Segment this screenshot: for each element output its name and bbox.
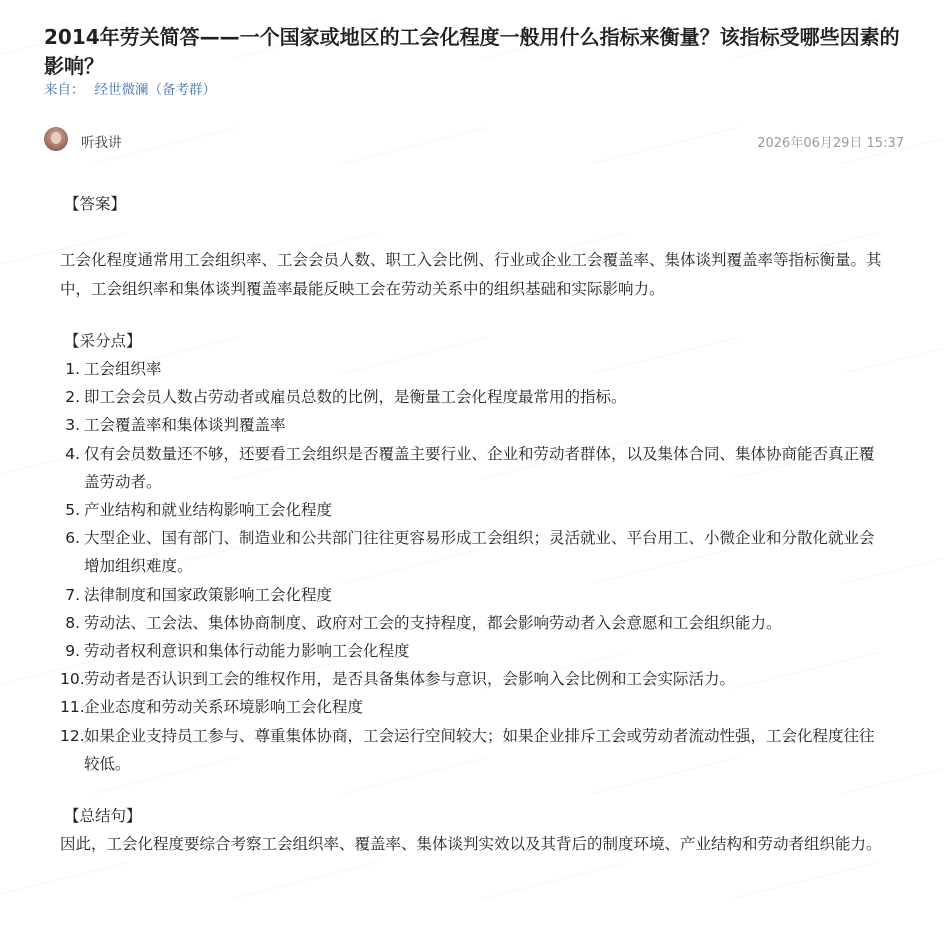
watermark-mark <box>0 862 128 899</box>
watermark-mark <box>732 862 878 899</box>
conclusion-heading: 【总结句】 <box>64 807 142 826</box>
list-item: 1. 工会组织率 <box>65 360 162 378</box>
article-title: 2014年劳关简答——一个国家或地区的工会化程度一般用什么指标来衡量？该指标受哪些因素的影响？ <box>44 25 900 79</box>
source-link[interactable]: 经世微澜（备考群） <box>94 82 216 98</box>
list-item: 6. 大型企业、国有部门、制造业和公共部门往往更容易形成工会组织；灵活就业、平台用工、小微企业和分散化就业会增加组织难度。 <box>65 529 875 576</box>
answer-heading: 【答案】 <box>64 195 127 213</box>
list-item: 2. 即工会会员人数占劳动者或雇员总数的比例，是衡量工会化程度最常用的指标。 <box>65 388 627 407</box>
list-item: 10. 劳动者是否认识到工会的维权作用，是否具备集体参与意识，会影响入会比例和工会实际活力。 <box>60 670 736 689</box>
conclusion-text: 因此，工会化程度要综合考察工会组织率、覆盖率、集体谈判实效以及其背后的制度环境、产业结构和劳动者组织能力。 <box>60 835 882 854</box>
list-item: 3. 工会覆盖率和集体谈判覆盖率 <box>65 416 286 435</box>
avatar[interactable] <box>44 127 68 151</box>
list-item: 8. 劳动法、工会法、集体协商制度、政府对工会的支持程度，都会影响劳动者入会意愿和工会组织能力。 <box>65 613 782 632</box>
points-heading: 【采分点】 <box>64 332 142 350</box>
list-item: 11. 企业态度和劳动关系环境影响工会化程度 <box>60 698 364 717</box>
watermark-mark <box>482 862 628 899</box>
author-row <box>44 127 904 155</box>
post-timestamp: 2026年06月29日 15:37 <box>757 136 904 151</box>
author-name[interactable]: 听我讲 <box>81 135 122 151</box>
list-item: 9. 劳动者权利意识和集体行动能力影响工会化程度 <box>65 642 410 661</box>
watermark-mark <box>232 862 378 899</box>
list-item: 5. 产业结构和就业结构影响工会化程度 <box>65 501 333 520</box>
list-item: 12. 如果企业支持员工参与、尊重集体协商，工会运行空间较大；如果企业排斥工会或劳动者流动性强，工会化程度往往较低。 <box>60 726 875 773</box>
list-item: 7. 法律制度和国家政策影响工会化程度 <box>65 585 333 604</box>
source-label: 来自： <box>44 82 85 98</box>
list-item: 4. 仅有会员数量还不够，还要看工会组织是否覆盖主要行业、企业和劳动者群体，以及集体合同、集体协商能否真正覆盖劳动者。 <box>65 444 875 491</box>
article-body <box>60 190 886 859</box>
points-list <box>60 355 886 778</box>
source-line <box>44 78 216 98</box>
answer-text: 工会化程度通常用工会组织率、工会会员人数、职工入会比例、行业或企业工会覆盖率、集体谈判覆盖率等指标衡量。其中，工会组织率和集体谈判覆盖率最能反映工会在劳动关系中的组织基础和实际影响力。 <box>60 251 882 298</box>
